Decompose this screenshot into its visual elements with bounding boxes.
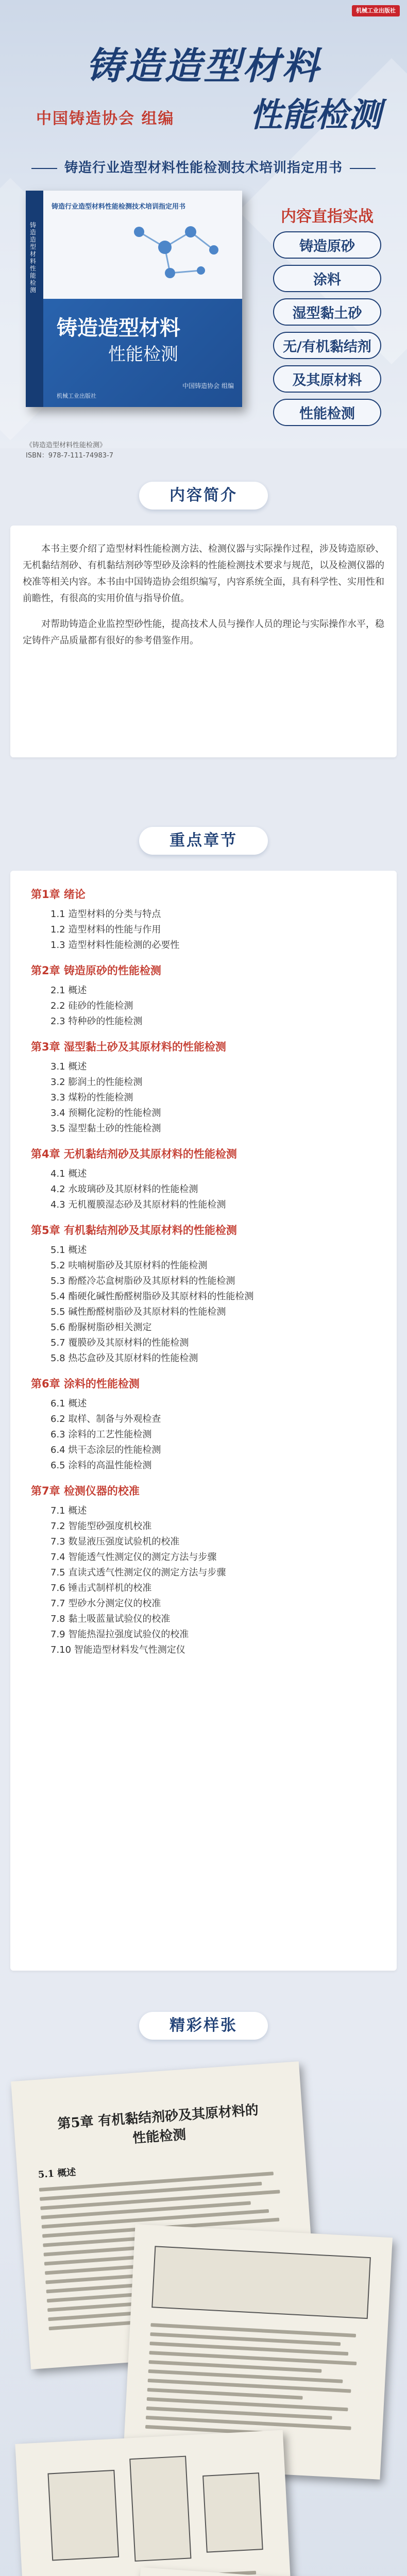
toc-chapter xyxy=(31,1039,376,1137)
toc-chapter xyxy=(31,962,376,1029)
cover-title: 铸造造型材料 xyxy=(57,316,180,340)
cover-spine-text: 铸造造型材料性能检测 xyxy=(30,222,37,294)
toc-section-item: 1.1 造型材料的分类与特点 xyxy=(50,909,161,920)
toc-chapter-title: 第4章 无机黏结剂砂及其原材料的性能检测 xyxy=(31,1148,237,1160)
toc-section-item: 5.3 酚醛冷芯盒树脂砂及其原材料的性能检测 xyxy=(50,1276,235,1286)
book-main-title: 铸造造型材料 xyxy=(86,44,321,88)
toc-section-item: 1.3 造型材料性能检测的必要性 xyxy=(50,940,180,951)
feature-item: 性能检测 xyxy=(273,399,381,426)
toc-section-item: 7.9 智能热湿拉强度试验仪的校准 xyxy=(50,1629,189,1640)
toc-section-item: 7.10 智能造型材料发气性测定仪 xyxy=(50,1645,185,1655)
toc-section-item: 5.5 碱性酚醛树脂砂及其原材料的性能检测 xyxy=(50,1307,226,1317)
tagline: 铸造行业造型材料性能检测技术培训指定用书 xyxy=(0,157,407,176)
toc-chapter xyxy=(31,1222,376,1366)
sample-page-title: 第5章 有机黏结剂砂及其原材料的性能检测 xyxy=(57,2102,259,2146)
molecule-icon xyxy=(124,211,227,289)
feature-item: 涂料 xyxy=(273,265,381,292)
book-cover-image xyxy=(26,191,242,407)
toc-section-item: 7.4 智能透气性测定仪的测定方法与步骤 xyxy=(50,1552,217,1563)
intro-section-header xyxy=(0,482,407,510)
toc-section-item: 7.1 概述 xyxy=(50,1505,87,1516)
toc-section-item: 7.2 智能型砂强度机校准 xyxy=(50,1521,152,1532)
toc-chapter-title: 第3章 湿型黏土砂及其原材料的性能检测 xyxy=(31,1041,226,1053)
book-sub-title: 性能检测 xyxy=(249,96,381,134)
publisher-logo: 机械工业出版社 xyxy=(352,5,400,16)
cover-publisher: 机械工业出版社 xyxy=(57,393,96,399)
toc-section-item: 3.2 膨润土的性能检测 xyxy=(50,1077,143,1088)
toc-section-item: 7.6 锤击式制样机的校准 xyxy=(50,1583,152,1594)
sample-page-image xyxy=(15,2430,294,2576)
feature-item: 及其原材料 xyxy=(273,365,381,393)
intro-paragraph: 对帮助铸造企业监控型砂性能，提高技术人员与操作人员的理论与实际操作水平，稳定铸件产品质量都有很好的参考借鉴作用。 xyxy=(23,619,384,646)
book-title-line: 《铸造造型材料性能检测》 xyxy=(26,442,107,449)
toc-section-item: 4.3 无机覆膜湿态砂及其原材料的性能检测 xyxy=(50,1199,226,1210)
toc-section-item: 4.1 概述 xyxy=(50,1168,87,1179)
toc-section-item: 5.6 酚脲树脂砂相关测定 xyxy=(50,1322,152,1333)
samples-heading: 精彩样张 xyxy=(139,2012,268,2040)
sample-text-lines xyxy=(145,2323,367,2446)
toc-section-item: 3.3 煤粉的性能检测 xyxy=(50,1092,133,1103)
isbn-line: ISBN：978-7-111-74983-7 xyxy=(26,452,114,460)
toc-section-item: 3.5 湿型黏土砂的性能检测 xyxy=(50,1123,161,1134)
toc-section-header xyxy=(0,827,407,855)
toc-section-item: 4.2 水玻璃砂及其原材料的性能检测 xyxy=(50,1184,198,1195)
toc-section-item: 5.1 概述 xyxy=(50,1245,87,1256)
toc-section-item: 7.3 数显液压强度试验机的校准 xyxy=(50,1536,180,1547)
toc-section-item: 3.1 概述 xyxy=(50,1061,87,1072)
toc-section-item: 6.1 概述 xyxy=(50,1398,87,1409)
toc-chapter-title: 第2章 铸造原砂的性能检测 xyxy=(31,964,161,977)
sample-table xyxy=(151,2246,371,2319)
toc-chapter-title: 第6章 涂料的性能检测 xyxy=(31,1378,140,1390)
sample-figure xyxy=(47,2470,119,2561)
cover-subtitle: 性能检测 xyxy=(108,344,178,365)
toc-section-item: 6.2 取样、制备与外观检查 xyxy=(50,1414,161,1425)
sample-pages-area xyxy=(0,2061,407,2576)
sample-page-subtitle: 5.1 概述 xyxy=(38,2166,77,2180)
toc-section-item: 7.8 黏土吸蓝量试验仪的校准 xyxy=(50,1614,171,1624)
toc-chapter xyxy=(31,1483,376,1658)
toc-section-item: 5.4 酯硬化碱性酚醛树脂砂及其原材料的性能检测 xyxy=(50,1291,254,1302)
toc-chapter-title: 第5章 有机黏结剂砂及其原材料的性能检测 xyxy=(31,1224,237,1236)
feature-list xyxy=(268,204,386,432)
cover-author: 中国铸造协会 组编 xyxy=(182,382,234,389)
hero-banner xyxy=(0,0,407,448)
toc-section-item: 2.3 特种砂的性能检测 xyxy=(50,1016,143,1027)
toc-section-item: 5.2 呋喃树脂砂及其原材料的性能检测 xyxy=(50,1260,208,1271)
toc-section-item: 6.3 涂料的工艺性能检测 xyxy=(50,1429,152,1440)
toc-chapter-title: 第1章 绪论 xyxy=(31,888,86,901)
sample-figure xyxy=(202,2472,263,2553)
cover-series-text: 铸造行业造型材料性能检测技术培训指定用书 xyxy=(52,203,186,211)
intro-card xyxy=(10,526,397,757)
toc-section-item: 2.2 硅砂的性能检测 xyxy=(50,1001,133,1011)
toc-section-item: 3.4 预糊化淀粉的性能检测 xyxy=(50,1108,161,1118)
toc-section-item: 6.4 烘干态涂层的性能检测 xyxy=(50,1445,161,1455)
feature-item: 无/有机黏结剂 xyxy=(273,332,381,359)
intro-paragraph: 本书主要介绍了造型材料性能检测方法、检测仪器与实际操作过程，涉及铸造原砂、无机黏结剂砂、有机黏结剂砂等型砂及涂料的性能检测技术要求与规范，以及检测仪器的校准等相关内容。本书由中国铸造协会组织编写，内容系统全面，具有科学性、实用性和前瞻性，有很高的实用价值与指导价值。 xyxy=(23,544,384,604)
toc-section-item: 5.8 热芯盒砂及其原材料的性能检测 xyxy=(50,1353,198,1364)
intro-heading: 内容简介 xyxy=(139,482,268,510)
toc-chapter xyxy=(31,886,376,953)
toc-chapter xyxy=(31,1376,376,1473)
toc-section-item: 6.5 涂料的高温性能检测 xyxy=(50,1460,152,1471)
toc-section-item: 5.7 覆膜砂及其原材料的性能检测 xyxy=(50,1337,189,1348)
toc-card xyxy=(10,871,397,1971)
feature-item: 湿型黏土砂 xyxy=(273,298,381,326)
feature-item: 铸造原砂 xyxy=(273,231,381,259)
toc-chapter-title: 第7章 检测仪器的校准 xyxy=(31,1485,140,1497)
samples-section-header xyxy=(0,2012,407,2040)
sample-figure xyxy=(129,2456,191,2562)
toc-section-item: 7.7 型砂水分测定仪的校准 xyxy=(50,1598,161,1609)
cover-spine xyxy=(26,191,43,407)
toc-section-item: 1.2 造型材料的性能与作用 xyxy=(50,924,161,935)
book-info xyxy=(26,440,113,461)
toc-section-item: 7.5 直读式透气性测定仪的测定方法与步骤 xyxy=(50,1567,226,1578)
editor-organization: 中国铸造协会 组编 xyxy=(36,110,175,128)
feature-heading: 内容直指实战 xyxy=(281,208,374,226)
toc-heading: 重点章节 xyxy=(139,827,268,855)
toc-section-item: 2.1 概述 xyxy=(50,985,87,996)
toc-chapter xyxy=(31,1146,376,1213)
